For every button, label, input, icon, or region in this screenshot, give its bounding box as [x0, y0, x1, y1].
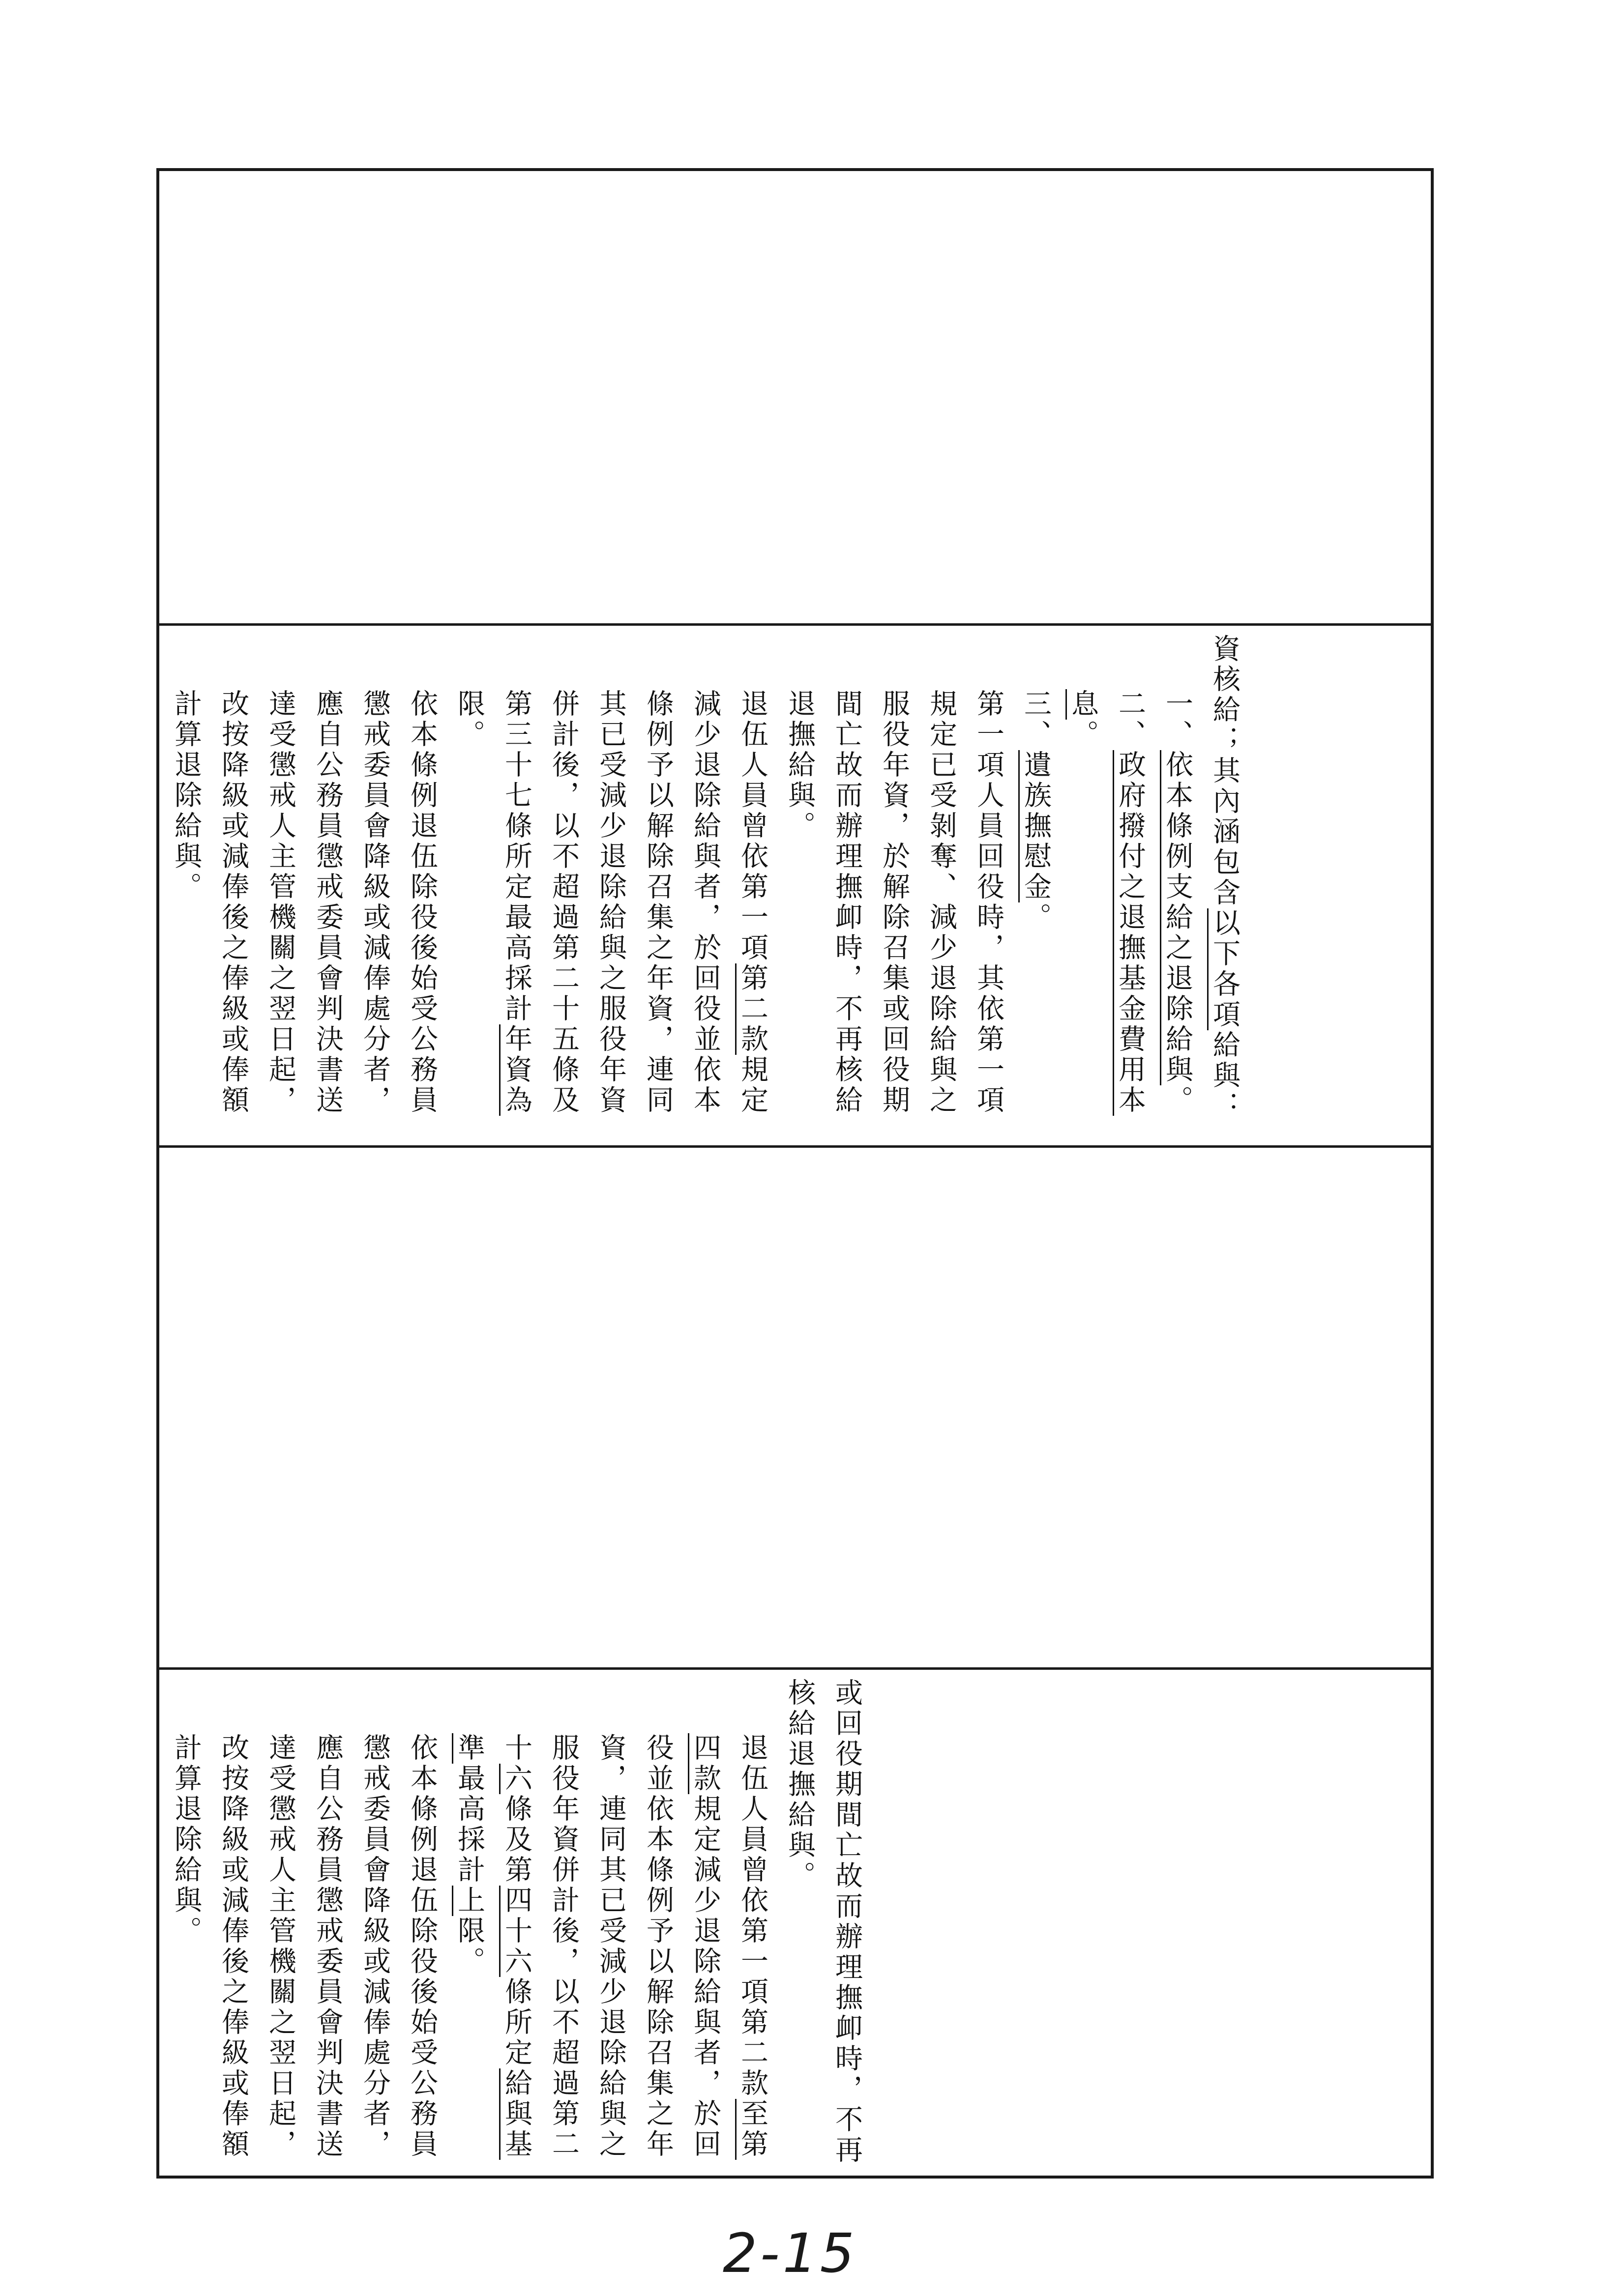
paragraph-3: 依本條例退伍除役後始受公務員懲戒委員會降級或減俸處分者，應自公務員懲戒委員會判決書送達受懲戒人主管機關之翌日起，改按降級或減俸後之俸級或俸額計算退除給與。: [170, 1733, 438, 2160]
list-item-2: 二、政府撥付之退撫基金費用本息。: [1067, 689, 1146, 1116]
page-number: 2-15: [723, 2222, 857, 2285]
paragraph-1: 或回役期間亡故而辦理撫卹時，不再核給退撫給與。: [784, 1678, 863, 2166]
row-divider-middle: [156, 1145, 1434, 1148]
paragraph-2: 退伍人員曾依第一項第二款至第四款規定減少退除給與者，於回役並依本條例予以解除召集之年資，連同其已受減少退除給與之服役年資併計後，以不超過第二十六條及第四十六條所定給與基準最高採計上限。: [453, 1733, 768, 2160]
bottom-text-panel: [162, 1678, 1426, 2172]
intro-underlined: 以下各項: [1209, 908, 1240, 1030]
paragraph-2: 退伍人員曾依第一項第二款規定減少退除給與者，於回役並依本條例予以解除召集之年資，連同其已受減少退除給與之服役年資併計後，以不超過第二十五條及第三十七條所定最高採計年資為限。: [453, 689, 768, 1116]
row-divider-bottom: [156, 1667, 1434, 1670]
row-divider-top: [156, 623, 1434, 626]
paragraph-1: 第一項人員回役時，其依第一項規定已受剝奪、減少退除給與之服役年資，於解除召集或回役期間亡故而辦理撫卹時，不再核給退撫給與。: [784, 689, 1004, 1116]
intro-text-2: 給與：: [1209, 1030, 1240, 1122]
paragraph-3: 依本條例退伍除役後始受公務員懲戒委員會降級或減俸處分者，應自公務員懲戒委員會判決書送達受懲戒人主管機關之翌日起，改按降級或減俸後之俸級或俸額計算退除給與。: [170, 689, 438, 1116]
list-item-1: 一、依本條例支給之退除給與。: [1161, 689, 1193, 1116]
top-text-panel: [162, 634, 1426, 1138]
intro-line: [1201, 634, 1248, 1138]
list-item-3: 三、遺族撫慰金。: [1020, 689, 1052, 933]
intro-text: 資核給；其內涵包含: [1209, 634, 1240, 908]
